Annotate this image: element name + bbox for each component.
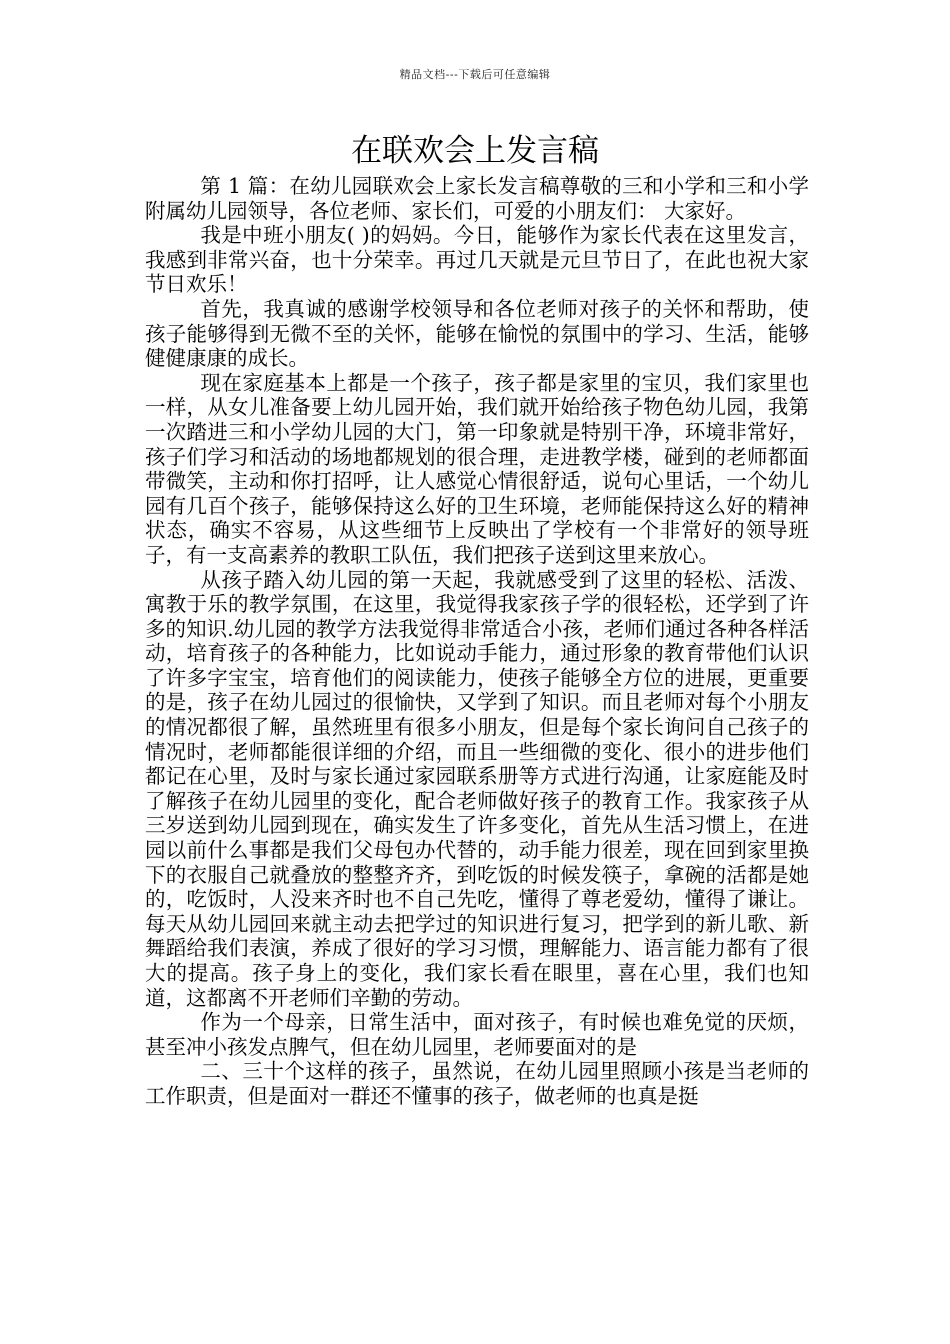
- header-note: 精品文档---下载后可任意编辑: [399, 68, 551, 81]
- paragraph: 第 1 篇：在幼儿园联欢会上家长发言稿尊敬的三和小学和三和小学附属幼儿园领导，各位老师、家长们，可爱的小朋友们： 大家好。: [145, 174, 809, 223]
- paragraph: 首先，我真诚的感谢学校领导和各位老师对孩子的关怀和帮助，使孩子能够得到无微不至的关怀，能够在愉悦的氛围中的学习、生活，能够健健康康的成长。: [145, 296, 809, 371]
- paragraph: 作为一个母亲，日常生活中，面对孩子，有时候也难免觉的厌烦，甚至冲小孩发点脾气，但在幼儿园里，老师要面对的是: [145, 1010, 809, 1059]
- paragraph: 现在家庭基本上都是一个孩子，孩子都是家里的宝贝，我们家里也一样，从女儿准备要上幼儿园开始，我们就开始给孩子物色幼儿园，我第一次踏进三和小学幼儿园的大门，第一印象就是特别干净，环境非常好，孩子们学习和活动的场地都规划的很合理，走进教学楼，碰到的老师都面带微笑，主动和你打招呼，让人感觉心情很舒适，说句心里话，一个幼儿园有几百个孩子，能够保持这么好的卫生环境，老师能保持这么好的精神状态，确实不容易，从这些细节上反映出了学校有一个非常好的领导班子，有一支高素养的教职工队伍，我们把孩子送到这里来放心。: [145, 370, 809, 567]
- paragraph: 我是中班小朋友( )的妈妈。今日，能够作为家长代表在这里发言，我感到非常兴奋，也十分荣幸。再过几天就是元旦节日了，在此也祝大家节日欢乐！: [145, 223, 809, 297]
- paragraph: 二、三十个这样的孩子，虽然说，在幼儿园里照顾小孩是当老师的工作职责，但是面对一群还不懂事的孩子，做老师的也真是挺: [145, 1059, 809, 1108]
- document-title: 在联欢会上发言稿: [351, 133, 599, 169]
- paragraph: 从孩子踏入幼儿园的第一天起，我就感受到了这里的轻松、活泼、寓教于乐的教学氛围，在这里，我觉得我家孩子学的很轻松，还学到了许多的知识.幼儿园的教学方法我觉得非常适合小孩，老师们通过各种各样活动，培育孩子的各种能力，比如说动手能力，通过形象的教育带他们认识了许多字宝宝，培育他们的阅读能力，使孩子能够全方位的进展，更重要的是，孩子在幼儿园过的很愉快，又学到了知识。而且老师对每个小朋友的情况都很了解，虽然班里有很多小朋友，但是每个家长询问自己孩子的情况时，老师都能很详细的介绍，而且一些细微的变化、很小的进步他们都记在心里，及时与家长通过家园联系册等方式进行沟通，让家庭能及时了解孩子在幼儿园里的变化，配合老师做好孩子的教育工作。我家孩子从三岁送到幼儿园到现在，确实发生了许多变化，首先从生活习惯上，在进园以前什么事都是我们父母包办代替的，动手能力很差，现在回到家里换下的衣服自己就叠放的整整齐齐，到吃饭的时候发筷子，拿碗的活都是她的，吃饭时，人没来齐时也不自己先吃，懂得了尊老爱幼，懂得了谦让。每天从幼儿园回来就主动去把学过的知识进行复习，把学到的新儿歌、新舞蹈给我们表演，养成了很好的学习习惯，理解能力、语言能力都有了很大的提高。孩子身上的变化，我们家长看在眼里，喜在心里，我们也知道，这都离不开老师们辛勤的劳动。: [145, 567, 809, 1010]
- document-body: [145, 174, 809, 1109]
